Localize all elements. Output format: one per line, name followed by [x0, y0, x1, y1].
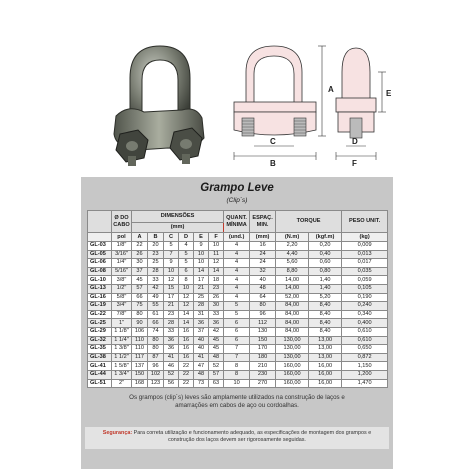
- table-row: [88, 345, 388, 354]
- cell-c: 46: [164, 362, 179, 371]
- cell-diameter: 5/8": [112, 293, 132, 302]
- cell-torque-kgf: 0,60: [309, 259, 342, 268]
- cell-c: 17: [164, 293, 179, 302]
- cell-f: 26: [209, 293, 224, 302]
- table-row: [88, 242, 388, 251]
- table-row: [88, 302, 388, 311]
- cell-unit-weight: 1,150: [342, 362, 388, 371]
- cell-min-spacing: 24: [250, 250, 276, 259]
- panel-title: Grampo Leve: [200, 182, 274, 194]
- cell-f: 45: [209, 336, 224, 345]
- unit-c: C: [164, 233, 179, 242]
- cell-e: 40: [194, 336, 209, 345]
- cell-model: GL-25: [88, 319, 112, 328]
- cell-min-spacing: 210: [250, 362, 276, 371]
- cell-torque-kgf: 1,40: [309, 276, 342, 285]
- cell-unit-weight: 0,872: [342, 353, 388, 362]
- cell-diameter: 5/16": [112, 267, 132, 276]
- cell-torque-kgf: 1,40: [309, 284, 342, 293]
- cell-unit-weight: 0,105: [342, 284, 388, 293]
- cell-min-quantity: 4: [224, 242, 250, 251]
- cell-model: GL-03: [88, 242, 112, 251]
- cell-unit-weight: 0,017: [342, 259, 388, 268]
- cell-c: 5: [164, 242, 179, 251]
- cell-c: 9: [164, 259, 179, 268]
- cell-e: 28: [194, 302, 209, 311]
- cell-diameter: 1 1/8": [112, 327, 132, 336]
- cell-diameter: 3/4": [112, 302, 132, 311]
- cell-min-quantity: 8: [224, 370, 250, 379]
- cell-min-spacing: 48: [250, 284, 276, 293]
- cell-min-spacing: 170: [250, 345, 276, 354]
- cell-diameter: 1": [112, 319, 132, 328]
- cell-torque-nm: 14,00: [276, 284, 309, 293]
- cell-b: 66: [148, 319, 164, 328]
- cell-torque-kgf: 16,00: [309, 362, 342, 371]
- cell-torque-kgf: 5,20: [309, 293, 342, 302]
- cell-f: 36: [209, 319, 224, 328]
- cell-c: 23: [164, 310, 179, 319]
- cell-f: 63: [209, 379, 224, 388]
- header-dimensions: DIMENSÕES: [132, 211, 224, 223]
- cell-e: 14: [194, 267, 209, 276]
- cell-min-spacing: 270: [250, 379, 276, 388]
- unit-model: [88, 233, 112, 242]
- safety-label: Segurança:: [102, 430, 133, 436]
- cell-b: 87: [148, 353, 164, 362]
- cell-f: 52: [209, 362, 224, 371]
- table-row: [88, 250, 388, 259]
- cell-a: 26: [132, 250, 148, 259]
- cell-b: 96: [148, 362, 164, 371]
- cell-d: 10: [179, 284, 194, 293]
- cell-e: 37: [194, 327, 209, 336]
- cell-c: 36: [164, 336, 179, 345]
- cell-a: 137: [132, 362, 148, 371]
- cell-f: 10: [209, 242, 224, 251]
- cell-torque-nm: 130,00: [276, 353, 309, 362]
- cell-torque-nm: 160,00: [276, 362, 309, 371]
- table-row: [88, 336, 388, 345]
- cell-b: 20: [148, 242, 164, 251]
- cell-c: 33: [164, 327, 179, 336]
- cell-d: 8: [179, 276, 194, 285]
- cell-model: GL-22: [88, 310, 112, 319]
- cell-d: 14: [179, 319, 194, 328]
- cell-b: 74: [148, 327, 164, 336]
- cell-min-spacing: 130: [250, 327, 276, 336]
- cell-model: GL-13: [88, 284, 112, 293]
- table-row: [88, 362, 388, 371]
- cell-d: 22: [179, 370, 194, 379]
- table-row: [88, 310, 388, 319]
- cell-a: 37: [132, 267, 148, 276]
- cell-e: 21: [194, 284, 209, 293]
- cell-torque-kgf: 8,40: [309, 327, 342, 336]
- cell-diameter: 3/8": [112, 276, 132, 285]
- side-view-diagram: [232, 42, 336, 168]
- cell-d: 6: [179, 267, 194, 276]
- cell-e: 41: [194, 353, 209, 362]
- cell-d: 22: [179, 379, 194, 388]
- cell-model: GL-44: [88, 370, 112, 379]
- spec-table-body: [88, 242, 388, 388]
- cell-c: 52: [164, 370, 179, 379]
- safety-line-2: construção dos laços devem ser rigorosamente seguidas.: [168, 437, 306, 443]
- cell-torque-nm: 160,00: [276, 370, 309, 379]
- cell-unit-weight: 1,200: [342, 370, 388, 379]
- cell-diameter: 1 3/4": [112, 370, 132, 379]
- usage-note: [81, 394, 393, 410]
- cell-torque-kgf: 13,00: [309, 345, 342, 354]
- spec-table-wrapper: [87, 210, 387, 388]
- header-min-quantity: QUANT. MÍNIMA: [224, 211, 250, 233]
- cell-torque-kgf: 0,40: [309, 250, 342, 259]
- table-row: [88, 284, 388, 293]
- cell-torque-kgf: 0,20: [309, 242, 342, 251]
- front-view-diagram: [332, 42, 398, 168]
- cell-torque-nm: 84,00: [276, 327, 309, 336]
- header-dimensions-unit: (mm): [132, 223, 224, 233]
- cell-unit-weight: 0,400: [342, 319, 388, 328]
- cell-min-quantity: 7: [224, 353, 250, 362]
- cell-f: 11: [209, 250, 224, 259]
- cell-b: 49: [148, 293, 164, 302]
- cell-min-spacing: 80: [250, 302, 276, 311]
- cell-model: GL-51: [88, 379, 112, 388]
- cell-b: 61: [148, 310, 164, 319]
- cell-a: 30: [132, 259, 148, 268]
- table-row: [88, 293, 388, 302]
- cell-a: 150: [132, 370, 148, 379]
- cell-diameter: 3/16": [112, 250, 132, 259]
- cell-min-spacing: 230: [250, 370, 276, 379]
- table-row: [88, 327, 388, 336]
- dimension-label-e: E: [386, 89, 392, 98]
- cell-b: 23: [148, 250, 164, 259]
- cell-e: 36: [194, 319, 209, 328]
- cell-a: 57: [132, 284, 148, 293]
- cell-torque-kgf: 16,00: [309, 379, 342, 388]
- cell-torque-nm: 4,40: [276, 250, 309, 259]
- cell-a: 168: [132, 379, 148, 388]
- cell-min-quantity: 5: [224, 310, 250, 319]
- dimension-label-a: A: [328, 85, 334, 94]
- cell-f: 14: [209, 267, 224, 276]
- cell-torque-nm: 14,00: [276, 276, 309, 285]
- cell-torque-kgf: 16,00: [309, 370, 342, 379]
- cell-min-quantity: 6: [224, 319, 250, 328]
- cell-a: 110: [132, 345, 148, 354]
- header-diameter: Ø DO CABO: [112, 211, 132, 233]
- cell-f: 45: [209, 345, 224, 354]
- cell-e: 73: [194, 379, 209, 388]
- cell-diameter: 1/2": [112, 284, 132, 293]
- cell-min-quantity: 6: [224, 327, 250, 336]
- unit-mm: (mm): [250, 233, 276, 242]
- cell-torque-nm: 84,00: [276, 302, 309, 311]
- cell-a: 22: [132, 242, 148, 251]
- cell-min-quantity: 4: [224, 276, 250, 285]
- cell-torque-nm: 130,00: [276, 345, 309, 354]
- cell-min-spacing: 40: [250, 276, 276, 285]
- cell-d: 16: [179, 336, 194, 345]
- cell-diameter: 1 1/4": [112, 336, 132, 345]
- cell-c: 15: [164, 284, 179, 293]
- cell-a: 106: [132, 327, 148, 336]
- cell-c: 28: [164, 319, 179, 328]
- cell-b: 28: [148, 267, 164, 276]
- cell-diameter: 1 3/8": [112, 345, 132, 354]
- cell-min-quantity: 4: [224, 250, 250, 259]
- cell-diameter: 7/8": [112, 310, 132, 319]
- cell-min-spacing: 64: [250, 293, 276, 302]
- cell-b: 80: [148, 336, 164, 345]
- cell-f: 23: [209, 284, 224, 293]
- cell-d: 5: [179, 250, 194, 259]
- wire-rope-clip-photo: [98, 38, 220, 174]
- cell-min-spacing: 16: [250, 242, 276, 251]
- cell-e: 10: [194, 250, 209, 259]
- cell-a: 66: [132, 293, 148, 302]
- spec-panel: [81, 177, 393, 469]
- cell-d: 5: [179, 259, 194, 268]
- table-row: [88, 267, 388, 276]
- cell-diameter: 1/4": [112, 259, 132, 268]
- cell-b: 55: [148, 302, 164, 311]
- cell-torque-kgf: 8,40: [309, 302, 342, 311]
- cell-d: 16: [179, 327, 194, 336]
- unit-d: D: [179, 233, 194, 242]
- cell-torque-kgf: 13,00: [309, 336, 342, 345]
- cell-b: 33: [148, 276, 164, 285]
- cell-e: 9: [194, 242, 209, 251]
- cell-torque-kgf: 8,40: [309, 310, 342, 319]
- cell-a: 80: [132, 310, 148, 319]
- cell-e: 25: [194, 293, 209, 302]
- unit-a: A: [132, 233, 148, 242]
- cell-model: GL-32: [88, 336, 112, 345]
- cell-b: 123: [148, 379, 164, 388]
- safety-box: [85, 427, 389, 449]
- cell-model: GL-10: [88, 276, 112, 285]
- panel-subtitle: (Clip´s): [226, 197, 248, 204]
- cell-min-quantity: 8: [224, 362, 250, 371]
- header-unit-weight: PESO UNIT.: [342, 211, 388, 233]
- cell-unit-weight: 0,240: [342, 302, 388, 311]
- cell-a: 75: [132, 302, 148, 311]
- cell-diameter: 1/8": [112, 242, 132, 251]
- cell-a: 90: [132, 319, 148, 328]
- cell-f: 33: [209, 310, 224, 319]
- cell-c: 12: [164, 276, 179, 285]
- cell-d: 22: [179, 362, 194, 371]
- cell-e: 47: [194, 362, 209, 371]
- unit-kgf: (kgf.m): [309, 233, 342, 242]
- cell-min-spacing: 150: [250, 336, 276, 345]
- cell-model: GL-05: [88, 250, 112, 259]
- cell-unit-weight: 0,035: [342, 267, 388, 276]
- usage-note-line-1: Os grampos (clip´s) leves são amplamente utilizados na construção de laços e: [129, 394, 345, 401]
- dimension-label-d: D: [352, 137, 358, 146]
- table-row: [88, 379, 388, 388]
- cell-b: 80: [148, 345, 164, 354]
- unit-pol: pol: [112, 233, 132, 242]
- cell-f: 18: [209, 276, 224, 285]
- table-row: [88, 276, 388, 285]
- header-min-spacing: ESPAÇ. MIN.: [250, 211, 276, 233]
- cell-c: 36: [164, 345, 179, 354]
- cell-c: 21: [164, 302, 179, 311]
- cell-e: 31: [194, 310, 209, 319]
- cell-torque-nm: 2,20: [276, 242, 309, 251]
- cell-b: 42: [148, 284, 164, 293]
- cell-min-quantity: 10: [224, 379, 250, 388]
- cell-min-spacing: 180: [250, 353, 276, 362]
- cell-min-spacing: 24: [250, 259, 276, 268]
- usage-note-line-2: amarrações em cabos de aço ou cordoalhas.: [175, 402, 299, 409]
- table-row: [88, 319, 388, 328]
- cell-torque-nm: 160,00: [276, 379, 309, 388]
- cell-model: GL-16: [88, 293, 112, 302]
- unit-nm: (N.m): [276, 233, 309, 242]
- cell-e: 10: [194, 259, 209, 268]
- cell-unit-weight: 0,190: [342, 293, 388, 302]
- cell-diameter: 1 1/2": [112, 353, 132, 362]
- cell-min-quantity: 4: [224, 259, 250, 268]
- safety-line-1: Para correta utilização e funcionamento adequado, as especificações de montagem dos grampos e: [133, 430, 372, 436]
- unit-b: B: [148, 233, 164, 242]
- unit-e: E: [194, 233, 209, 242]
- cell-f: 42: [209, 327, 224, 336]
- cell-unit-weight: 0,013: [342, 250, 388, 259]
- unit-kg: (kg): [342, 233, 388, 242]
- cell-torque-kgf: 0,80: [309, 267, 342, 276]
- cell-unit-weight: 0,610: [342, 336, 388, 345]
- header-torque: TORQUE: [276, 211, 342, 233]
- cell-d: 4: [179, 242, 194, 251]
- dimension-label-f: F: [352, 159, 357, 168]
- cell-torque-kgf: 8,40: [309, 319, 342, 328]
- cell-model: GL-06: [88, 259, 112, 268]
- cell-d: 12: [179, 293, 194, 302]
- cell-model: GL-38: [88, 353, 112, 362]
- cell-e: 17: [194, 276, 209, 285]
- cell-min-spacing: 112: [250, 319, 276, 328]
- table-row: [88, 353, 388, 362]
- cell-c: 10: [164, 267, 179, 276]
- cell-min-spacing: 32: [250, 267, 276, 276]
- cell-min-spacing: 96: [250, 310, 276, 319]
- cell-f: 30: [209, 302, 224, 311]
- cell-diameter: 1 5/8": [112, 362, 132, 371]
- dimension-label-b: B: [270, 159, 276, 168]
- cell-torque-nm: 5,60: [276, 259, 309, 268]
- cell-min-quantity: 5: [224, 302, 250, 311]
- cell-c: 7: [164, 250, 179, 259]
- spec-table: [87, 210, 388, 388]
- cell-model: GL-19: [88, 302, 112, 311]
- cell-model: GL-35: [88, 345, 112, 354]
- cell-model: GL-41: [88, 362, 112, 371]
- cell-torque-kgf: 13,00: [309, 353, 342, 362]
- cell-unit-weight: 0,650: [342, 345, 388, 354]
- cell-d: 16: [179, 353, 194, 362]
- header-model: [88, 211, 112, 233]
- table-row: [88, 370, 388, 379]
- dimension-label-c: C: [270, 137, 276, 146]
- cell-d: 14: [179, 310, 194, 319]
- cell-min-quantity: 7: [224, 345, 250, 354]
- cell-a: 45: [132, 276, 148, 285]
- cell-torque-nm: 130,00: [276, 336, 309, 345]
- cell-diameter: 2": [112, 379, 132, 388]
- cell-f: 57: [209, 370, 224, 379]
- cell-torque-nm: 84,00: [276, 319, 309, 328]
- unit-und: (und.): [224, 233, 250, 242]
- cell-unit-weight: 0,340: [342, 310, 388, 319]
- cell-f: 48: [209, 353, 224, 362]
- cell-f: 12: [209, 259, 224, 268]
- cell-a: 110: [132, 336, 148, 345]
- cell-e: 40: [194, 345, 209, 354]
- cell-model: GL-29: [88, 327, 112, 336]
- cell-c: 56: [164, 379, 179, 388]
- cell-model: GL-08: [88, 267, 112, 276]
- cell-b: 25: [148, 259, 164, 268]
- table-row: [88, 259, 388, 268]
- cell-unit-weight: 1,470: [342, 379, 388, 388]
- cell-min-quantity: 4: [224, 293, 250, 302]
- cell-unit-weight: 0,059: [342, 276, 388, 285]
- cell-min-quantity: 4: [224, 284, 250, 293]
- cell-torque-nm: 84,00: [276, 310, 309, 319]
- cell-d: 12: [179, 302, 194, 311]
- cell-min-quantity: 4: [224, 267, 250, 276]
- unit-f: F: [209, 233, 224, 242]
- cell-d: 16: [179, 345, 194, 354]
- cell-torque-nm: 52,00: [276, 293, 309, 302]
- cell-unit-weight: 0,009: [342, 242, 388, 251]
- cell-torque-nm: 8,80: [276, 267, 309, 276]
- cell-unit-weight: 0,610: [342, 327, 388, 336]
- cell-a: 117: [132, 353, 148, 362]
- cell-c: 41: [164, 353, 179, 362]
- cell-e: 48: [194, 370, 209, 379]
- cell-b: 102: [148, 370, 164, 379]
- cell-min-quantity: 6: [224, 336, 250, 345]
